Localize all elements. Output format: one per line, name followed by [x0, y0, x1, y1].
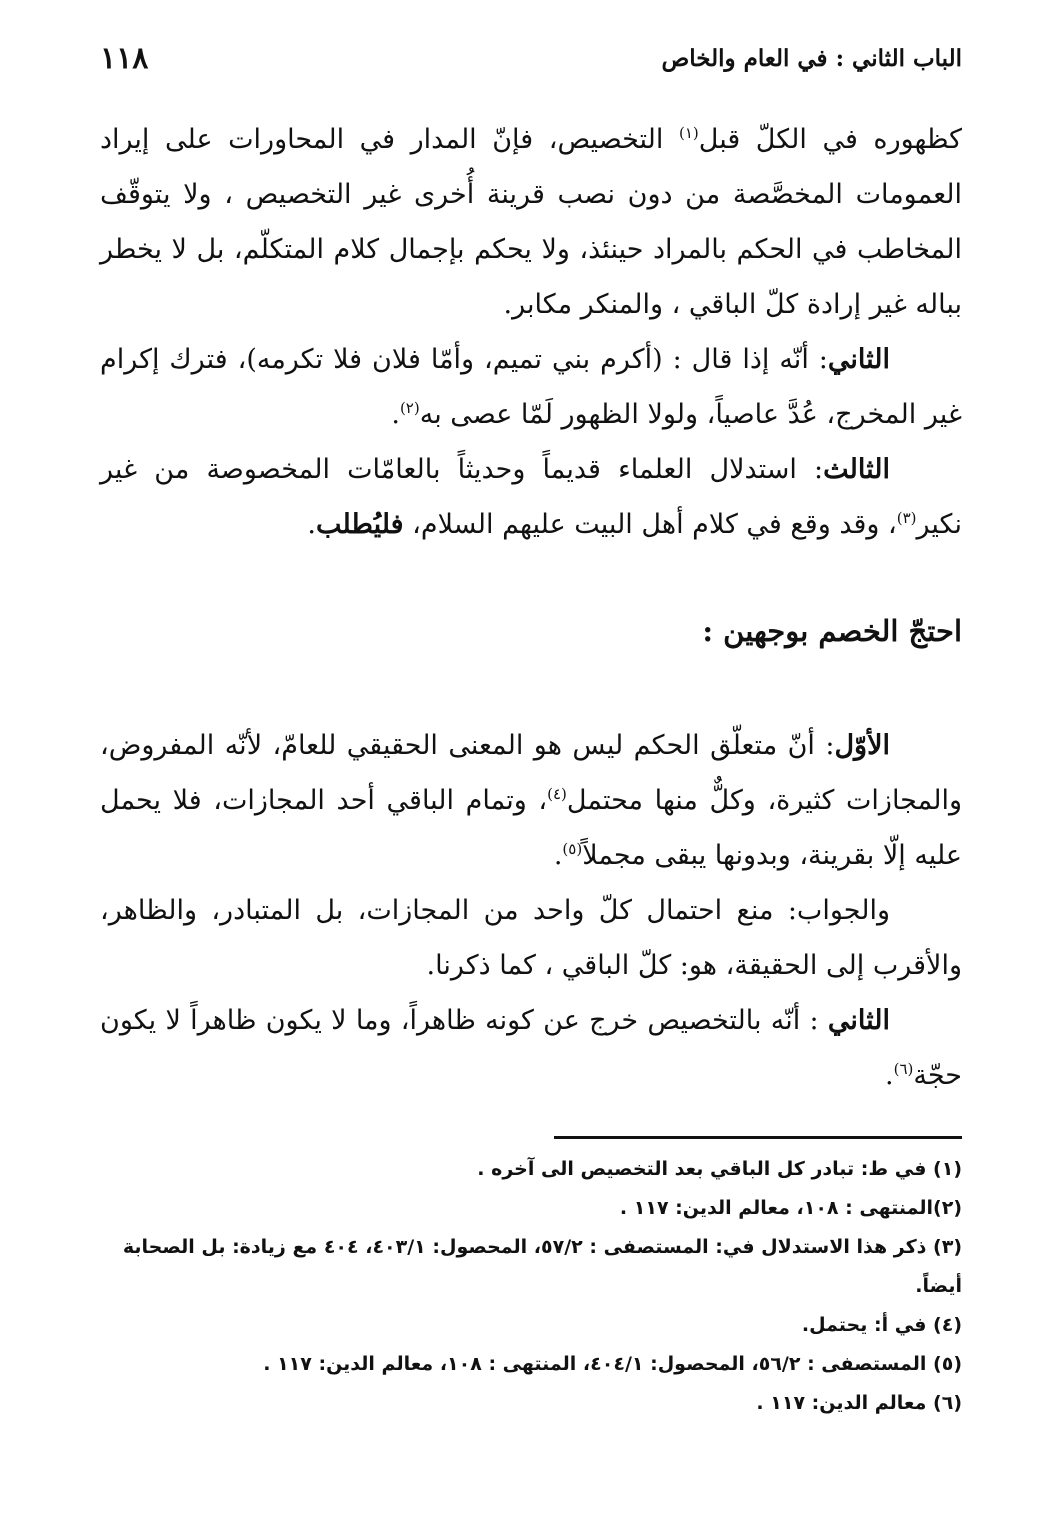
- paragraph: [100, 332, 962, 442]
- text-run: ، وقد وقع في كلام أهل البيت عليهم السلام،: [403, 509, 897, 540]
- footnote-ref: (١): [678, 124, 699, 142]
- main-text-top: [100, 112, 962, 552]
- text-run: : أنّه بالتخصيص خرج عن كونه ظاهراً، وما لا يكون ظاهراً لا يكون حجّة: [100, 1005, 962, 1091]
- footnote-ref: (٢): [399, 399, 420, 417]
- text-run: .: [307, 509, 316, 540]
- emphasis-text: فليُطلب: [315, 509, 404, 540]
- footnote: (٥) المستصفى : ٥٦/٢، المحصول: ٤٠٤/١، المنتهى : ١٠٨، معالم الدين: ١١٧ .: [263, 1353, 962, 1375]
- page-number: ١١٨: [100, 40, 149, 76]
- footnote: (٦) معالم الدين: ١١٧ .: [756, 1392, 962, 1414]
- section-heading: احتجّ الخصم بوجهين :: [702, 614, 962, 648]
- running-title: الباب الثاني : في العام والخاص: [661, 44, 962, 72]
- paragraph-label: الثاني: [827, 1005, 890, 1036]
- footnote: (٢)المنتهى : ١٠٨، معالم الدين: ١١٧ .: [619, 1197, 962, 1219]
- paragraph: والجواب: منع احتمال كلّ واحد من المجازات، بل المتبادر، والظاهر، والأقرب إلى الحقيقة، هو: كلّ الباقي ، كما ذكرنا.: [100, 895, 962, 981]
- text-run: .: [885, 1060, 894, 1091]
- paragraph-label: الثالث: [823, 454, 890, 485]
- main-text-bottom: [100, 718, 962, 1103]
- text-run: : استدلال العلماء قديماً وحديثاً بالعامّات المخصوصة من غير نكير: [100, 454, 962, 540]
- text-run: .: [553, 840, 563, 871]
- paragraph: [100, 112, 962, 332]
- footnote-ref: (٤): [547, 785, 567, 803]
- paragraph: [100, 442, 962, 552]
- paragraph: [100, 993, 962, 1103]
- text-run: .: [391, 399, 400, 430]
- footnote-ref: (٦): [893, 1060, 914, 1078]
- footnote-ref: (٥): [562, 840, 583, 858]
- footnotes: [100, 1150, 962, 1423]
- footnote: (٤) في أ: يحتمل.: [801, 1314, 962, 1336]
- footnote: (١) في ط: تبادر كل الباقي بعد التخصيص الى آخره .: [477, 1158, 962, 1180]
- text-run: كظهوره في الكلّ قبل: [698, 124, 963, 155]
- footnote-ref: (٣): [896, 509, 917, 527]
- paragraph-label: الثاني: [827, 344, 890, 375]
- paragraph-label: الأوّل: [834, 730, 890, 761]
- footnote-divider: [554, 1136, 962, 1139]
- page-header: [100, 38, 962, 78]
- paragraph: [100, 718, 962, 883]
- text-run: : أنّ متعلّق الحكم ليس هو المعنى الحقيقي للعامّ، لأنّه المفروض، والمجازات كثيرة، وكلٌّ منها محتمل: [100, 730, 962, 816]
- footnote: (٣) ذكر هذا الاستدلال في: المستصفى : ٥٧/٢، المحصول: ٤٠٣/١، ٤٠٤ مع زيادة: بل الصحابة أيضاً.: [122, 1236, 962, 1297]
- text-run: التخصيص، فإنّ المدار في المحاورات على إيراد العمومات المخصَّصة من دون نصب قرينة أُخرى غير التخصيص ، ولا يتوقّف المخاطب في الحكم بالمراد حينئذ، ولا يحكم بإجمال كلام المتكلّم، بل لا يخطر بباله غير إرادة كلّ الباقي ، والمنكر مكابر.: [100, 124, 962, 320]
- text-run: ، وتمام الباقي أحد المجازات، فلا يحمل عليه إلّا بقرينة، وبدونها يبقى مجملاً: [100, 785, 962, 871]
- text-run: : أنّه إذا قال : (أكرم بني تميم، وأمّا فلان فلا تكرمه)، فترك إكرام غير المخرج، عُدَّ عاصياً، ولولا الظهور لَمّا عصى به: [100, 344, 962, 430]
